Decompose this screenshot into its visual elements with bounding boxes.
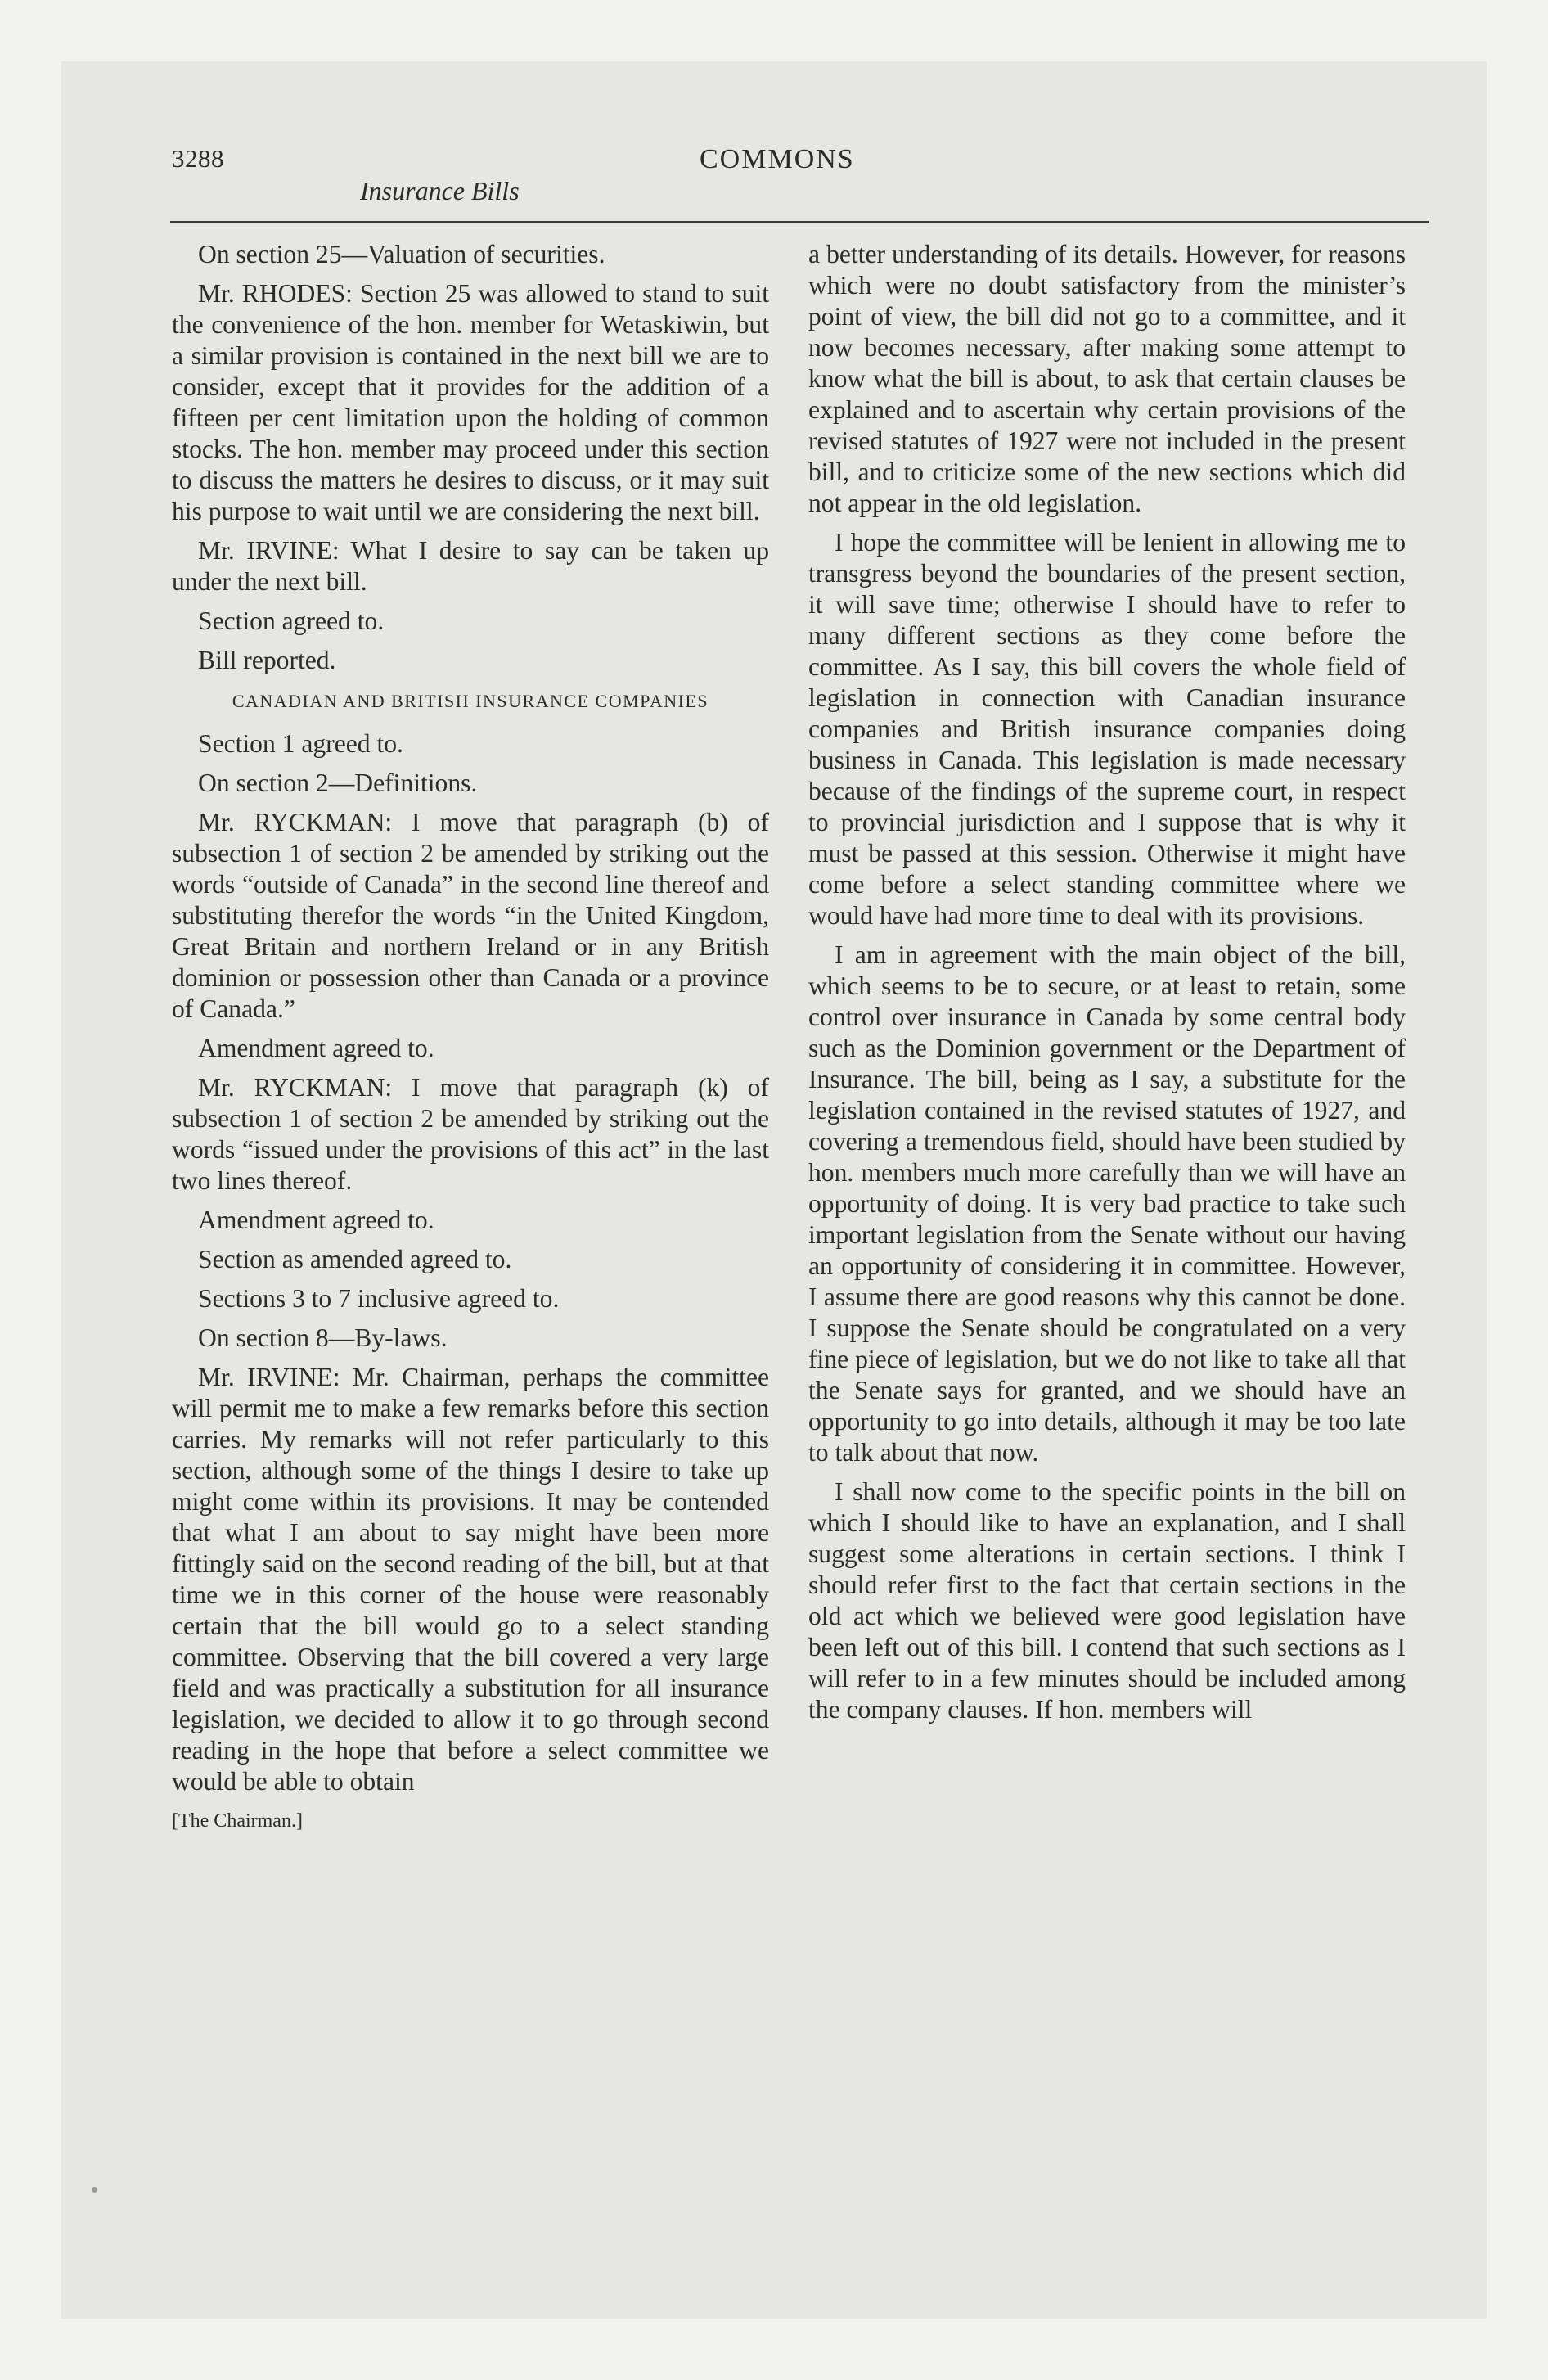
paragraph: I hope the committee will be lenient in allowing me to transgress beyond the boundaries of the present section, it will save time; otherwise I should have to refer to many different sections as they come before the committee. As I say, this bill covers the whole field of legislation in connection with Canadian insurance companies and British insurance companies doing business in Canada. This legislation is made necessary because of the findings of the supreme court, in respect to provincial jurisdiction and I suppose that is why it must be passed at this session. Otherwise it might have come before a select standing committee where we would have had more time to deal with its provisions. bbox=[808, 528, 1406, 930]
paragraph: Mr. IRVINE: What I desire to say can be taken up under the next bill. bbox=[172, 536, 769, 596]
paragraph: Amendment agreed to. bbox=[198, 1034, 434, 1062]
paragraph: Mr. RYCKMAN: I move that paragraph (b) of subsection 1 of section 2 be amended by striking out the words “outside of Canada” in the second line thereof and substituting therefor the words “in the United Kingdom, Great Britain and northern Ireland or in any British dominion or possession other than Canada or a province of Canada.” bbox=[172, 808, 769, 1023]
paragraph: Mr. RHODES: Section 25 was allowed to stand to suit the convenience of the hon. member for Wetaskiwin, but a similar provision is contained in the next bill we are to consider, except that it provides for the addition of a fifteen per cent limitation upon the holding of common stocks. The hon. member may proceed under this section to discuss the matters he desires to discuss, or it may suit his purpose to wait until we are considering the next bill. bbox=[172, 279, 769, 525]
paragraph: I am in agreement with the main object of the bill, which seems to be to secure, or at least to retain, some control over insurance in Canada by some central body such as the Dominion government or the Department of Insurance. The bill, being as I say, a substitute for the legislation contained in the revised statutes of 1927, and covering a tremendous field, should have been studied by hon. members much more carefully than we will have an opportunity of doing. It is very bad practice to take such important legislation from the Senate without our having an opportunity of considering it in committee. However, I assume there are good reasons why this cannot be done. I suppose the Senate should be congratulated on a very fine piece of legislation, but we do not like to take all that the Senate says for granted, and we should have an opportunity to go into details, although it may be too late to talk about that now. bbox=[808, 940, 1406, 1467]
paragraph: On section 25—Valuation of securities. bbox=[198, 240, 605, 268]
page-subject: Insurance Bills bbox=[360, 176, 520, 205]
page-number: 3288 bbox=[172, 144, 224, 173]
paragraph: CANADIAN AND BRITISH INSURANCE COMPANIES bbox=[232, 691, 709, 711]
paragraph: Amendment agreed to. bbox=[198, 1206, 434, 1234]
paragraph: On section 8—By-laws. bbox=[198, 1323, 448, 1352]
paragraph: Section 1 agreed to. bbox=[198, 729, 403, 758]
paragraph: Mr. RYCKMAN: I move that paragraph (k) of subsection 1 of section 2 be amended by striking out the words “issued under the provisions of this act” in the last two lines thereof. bbox=[172, 1073, 769, 1195]
paragraph: Section as amended agreed to. bbox=[198, 1245, 512, 1273]
left-column bbox=[172, 239, 769, 1845]
paragraph: Sections 3 to 7 inclusive agreed to. bbox=[198, 1284, 560, 1313]
right-column bbox=[808, 239, 1406, 1733]
paragraph: On section 2—Definitions. bbox=[198, 769, 478, 797]
running-head: COMMONS bbox=[700, 144, 855, 174]
margin-mark bbox=[92, 2187, 97, 2193]
paragraph: I shall now come to the specific points in the bill on which I should like to have an explanation, and I shall suggest some alterations in certain sections. I think I should refer first to the fact that certain sections in the old act which we believed were good legislation have been left out of this bill. I contend that such sections as I will refer to in a few minutes should be included among the company clauses. If hon. members will bbox=[808, 1477, 1406, 1724]
header-rule bbox=[170, 221, 1429, 223]
paragraph: Section agreed to. bbox=[198, 606, 385, 635]
paragraph: [The Chairman.] bbox=[172, 1810, 303, 1832]
paragraph: Mr. IRVINE: Mr. Chairman, perhaps the committee will permit me to make a few remarks before this section carries. My remarks will not refer particularly to this section, although some of the things I desire to take up might come within its provisions. It may be contended that what I am about to say might have been more fittingly said on the second reading of the bill, but at that time we in this corner of the house were reasonably certain that the bill would go to a select standing committee. Observing that the bill covered a very large field and was practically a substitution for all insurance legislation, we decided to allow it to go through second reading in the hope that before a select committee we would be able to obtain bbox=[172, 1363, 769, 1796]
paragraph: a better understanding of its details. However, for reasons which were no doubt satisfactory from the minister’s point of view, the bill did not go to a committee, and it now becomes necessary, after making some attempt to know what the bill is about, to ask that certain clauses be explained and to ascertain why certain provisions of the revised statutes of 1927 were not included in the present bill, and to criticize some of the new sections which did not appear in the old legislation. bbox=[808, 240, 1406, 517]
paragraph: Bill reported. bbox=[198, 646, 336, 674]
